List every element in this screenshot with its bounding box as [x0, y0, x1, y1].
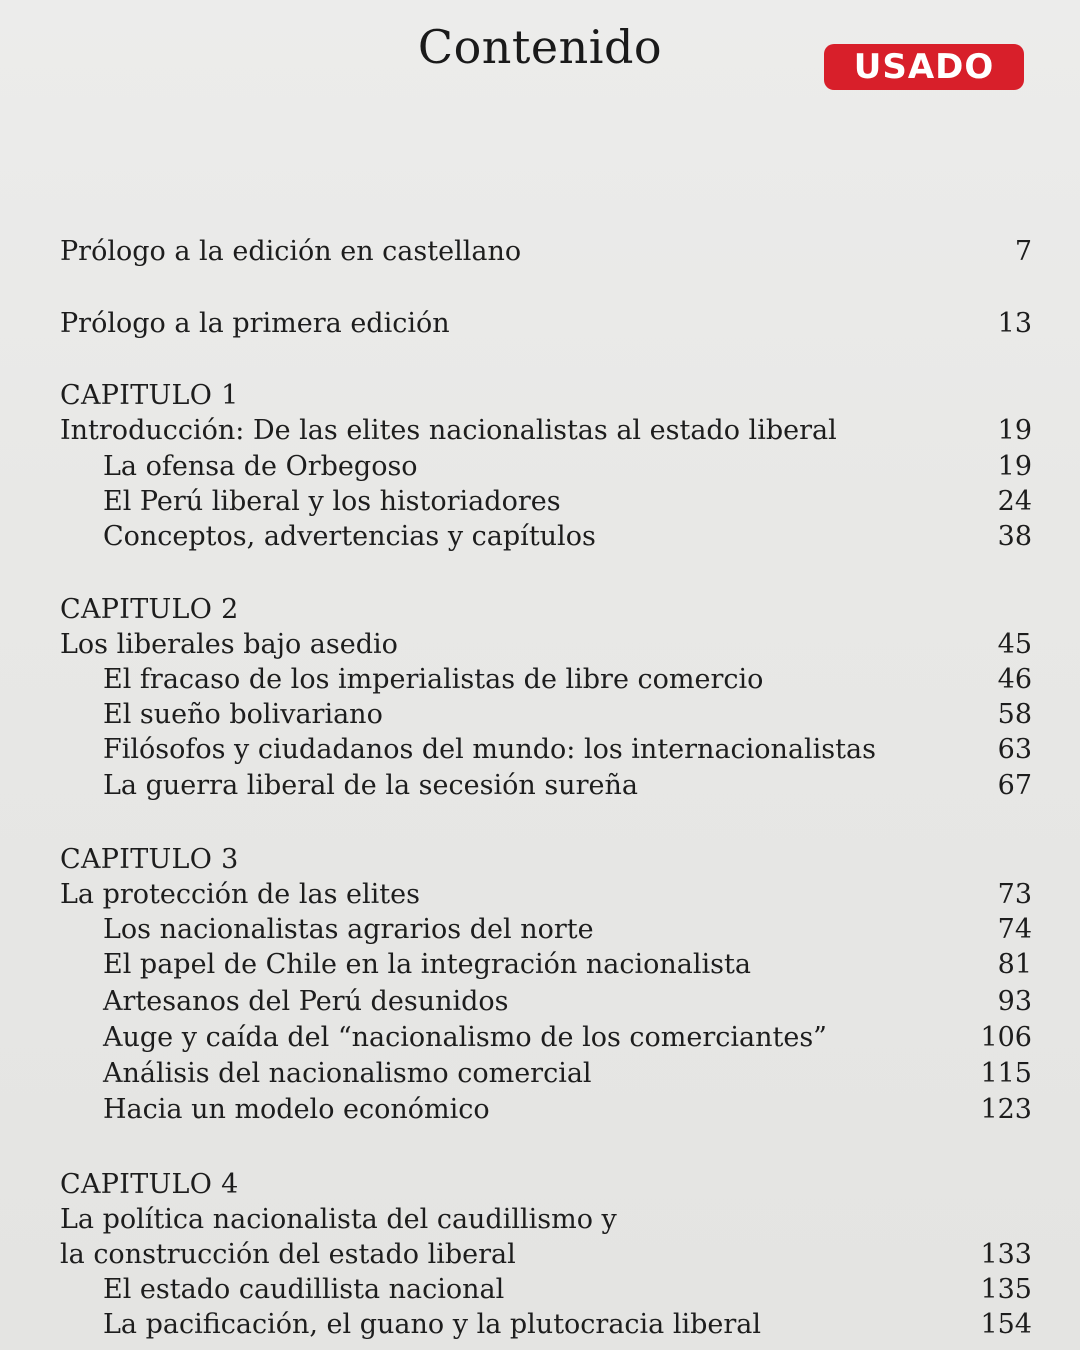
toc-entry-page: 74	[997, 914, 1032, 945]
toc-entry-prologo-primera	[60, 306, 1032, 342]
toc-entry-text: Prólogo a la primera edición	[60, 308, 450, 339]
toc-section	[103, 519, 1032, 555]
toc-entry-text: Auge y caída del “nacionalismo de los comerciantes”	[103, 1022, 827, 1053]
toc-entry-page: 24	[997, 486, 1032, 517]
chapter-title	[60, 1202, 1032, 1238]
toc-entry-page: 13	[997, 308, 1032, 339]
toc-section	[103, 768, 1032, 804]
chapter-title	[60, 1237, 1032, 1273]
toc-entry-text: La protección de las elites	[60, 879, 420, 910]
toc-entry-page: 123	[980, 1094, 1032, 1125]
toc-entry-page: 19	[997, 415, 1032, 446]
chapter-title	[60, 877, 1032, 913]
toc-entry-text: La política nacionalista del caudillismo y	[60, 1204, 617, 1235]
toc-entry-page: 154	[980, 1309, 1032, 1340]
toc-entry-page: 93	[997, 986, 1032, 1017]
toc-section	[103, 912, 1032, 948]
toc-entry-text: Los nacionalistas agrarios del norte	[103, 914, 594, 945]
toc-entry-page: 115	[980, 1058, 1032, 1089]
chapter-title	[60, 413, 1032, 449]
chapter-title	[60, 627, 1032, 663]
toc-entry-text: El Perú liberal y los historiadores	[103, 486, 561, 517]
toc-section	[103, 1056, 1032, 1092]
toc-entry-text: El papel de Chile en la integración nacionalista	[103, 949, 751, 980]
toc-section	[103, 1307, 1032, 1343]
toc-entry-text: El fracaso de los imperialistas de libre comercio	[103, 664, 764, 695]
toc-entry-prologo-castellano	[60, 234, 1032, 270]
toc-entry-page: 135	[980, 1274, 1032, 1305]
toc-entry-text: El sueño bolivariano	[103, 699, 383, 730]
toc-entry-text: Prólogo a la edición en castellano	[60, 236, 522, 267]
toc-section	[103, 484, 1032, 520]
toc-section	[103, 1092, 1032, 1128]
toc-entry-page: 106	[980, 1022, 1032, 1053]
page-title: Contenido	[417, 20, 663, 74]
toc-section	[103, 1020, 1032, 1056]
toc-entry-text: la construcción del estado liberal	[60, 1239, 516, 1270]
used-badge: USADO	[824, 44, 1024, 90]
toc-entry-text: Artesanos del Perú desunidos	[103, 986, 509, 1017]
toc-entry-page: 46	[997, 664, 1032, 695]
toc-entry-page: 7	[1014, 236, 1032, 267]
toc-entry-page: 73	[997, 879, 1032, 910]
chapter-label: CAPITULO 4	[60, 1169, 239, 1200]
toc-entry-text: Filósofos y ciudadanos del mundo: los internacionalistas	[103, 734, 876, 765]
toc-entry-text: Introducción: De las elites nacionalistas al estado liberal	[60, 415, 837, 446]
toc-section	[103, 947, 1032, 983]
toc-entry-text: El estado caudillista nacional	[103, 1274, 505, 1305]
toc-entry-text: Los liberales bajo asedio	[60, 629, 398, 660]
toc-entry-text: La pacificación, el guano y la plutocracia liberal	[103, 1309, 762, 1340]
toc-entry-page: 38	[997, 521, 1032, 552]
toc-entry-text: La guerra liberal de la secesión sureña	[103, 770, 638, 801]
chapter-label: CAPITULO 2	[60, 594, 239, 625]
toc-entry-text: Conceptos, advertencias y capítulos	[103, 521, 596, 552]
toc-section	[103, 732, 1032, 768]
toc-entry-page: 19	[997, 451, 1032, 482]
toc-entry-page: 133	[980, 1239, 1032, 1270]
toc-section	[103, 984, 1032, 1020]
toc-entry-page: 58	[997, 699, 1032, 730]
toc-entry-text: La ofensa de Orbegoso	[103, 451, 418, 482]
toc-section	[103, 662, 1032, 698]
toc-entry-page: 45	[997, 629, 1032, 660]
chapter-label: CAPITULO 3	[60, 844, 239, 875]
toc-section	[103, 1272, 1032, 1308]
toc-section	[103, 449, 1032, 485]
toc-entry-page: 63	[997, 734, 1032, 765]
toc-section	[103, 697, 1032, 733]
toc-entry-page: 81	[997, 949, 1032, 980]
toc-entry-page: 67	[997, 770, 1032, 801]
toc-entry-text: Hacia un modelo económico	[103, 1094, 490, 1125]
toc-entry-text: Análisis del nacionalismo comercial	[103, 1058, 592, 1089]
chapter-label: CAPITULO 1	[60, 380, 239, 411]
